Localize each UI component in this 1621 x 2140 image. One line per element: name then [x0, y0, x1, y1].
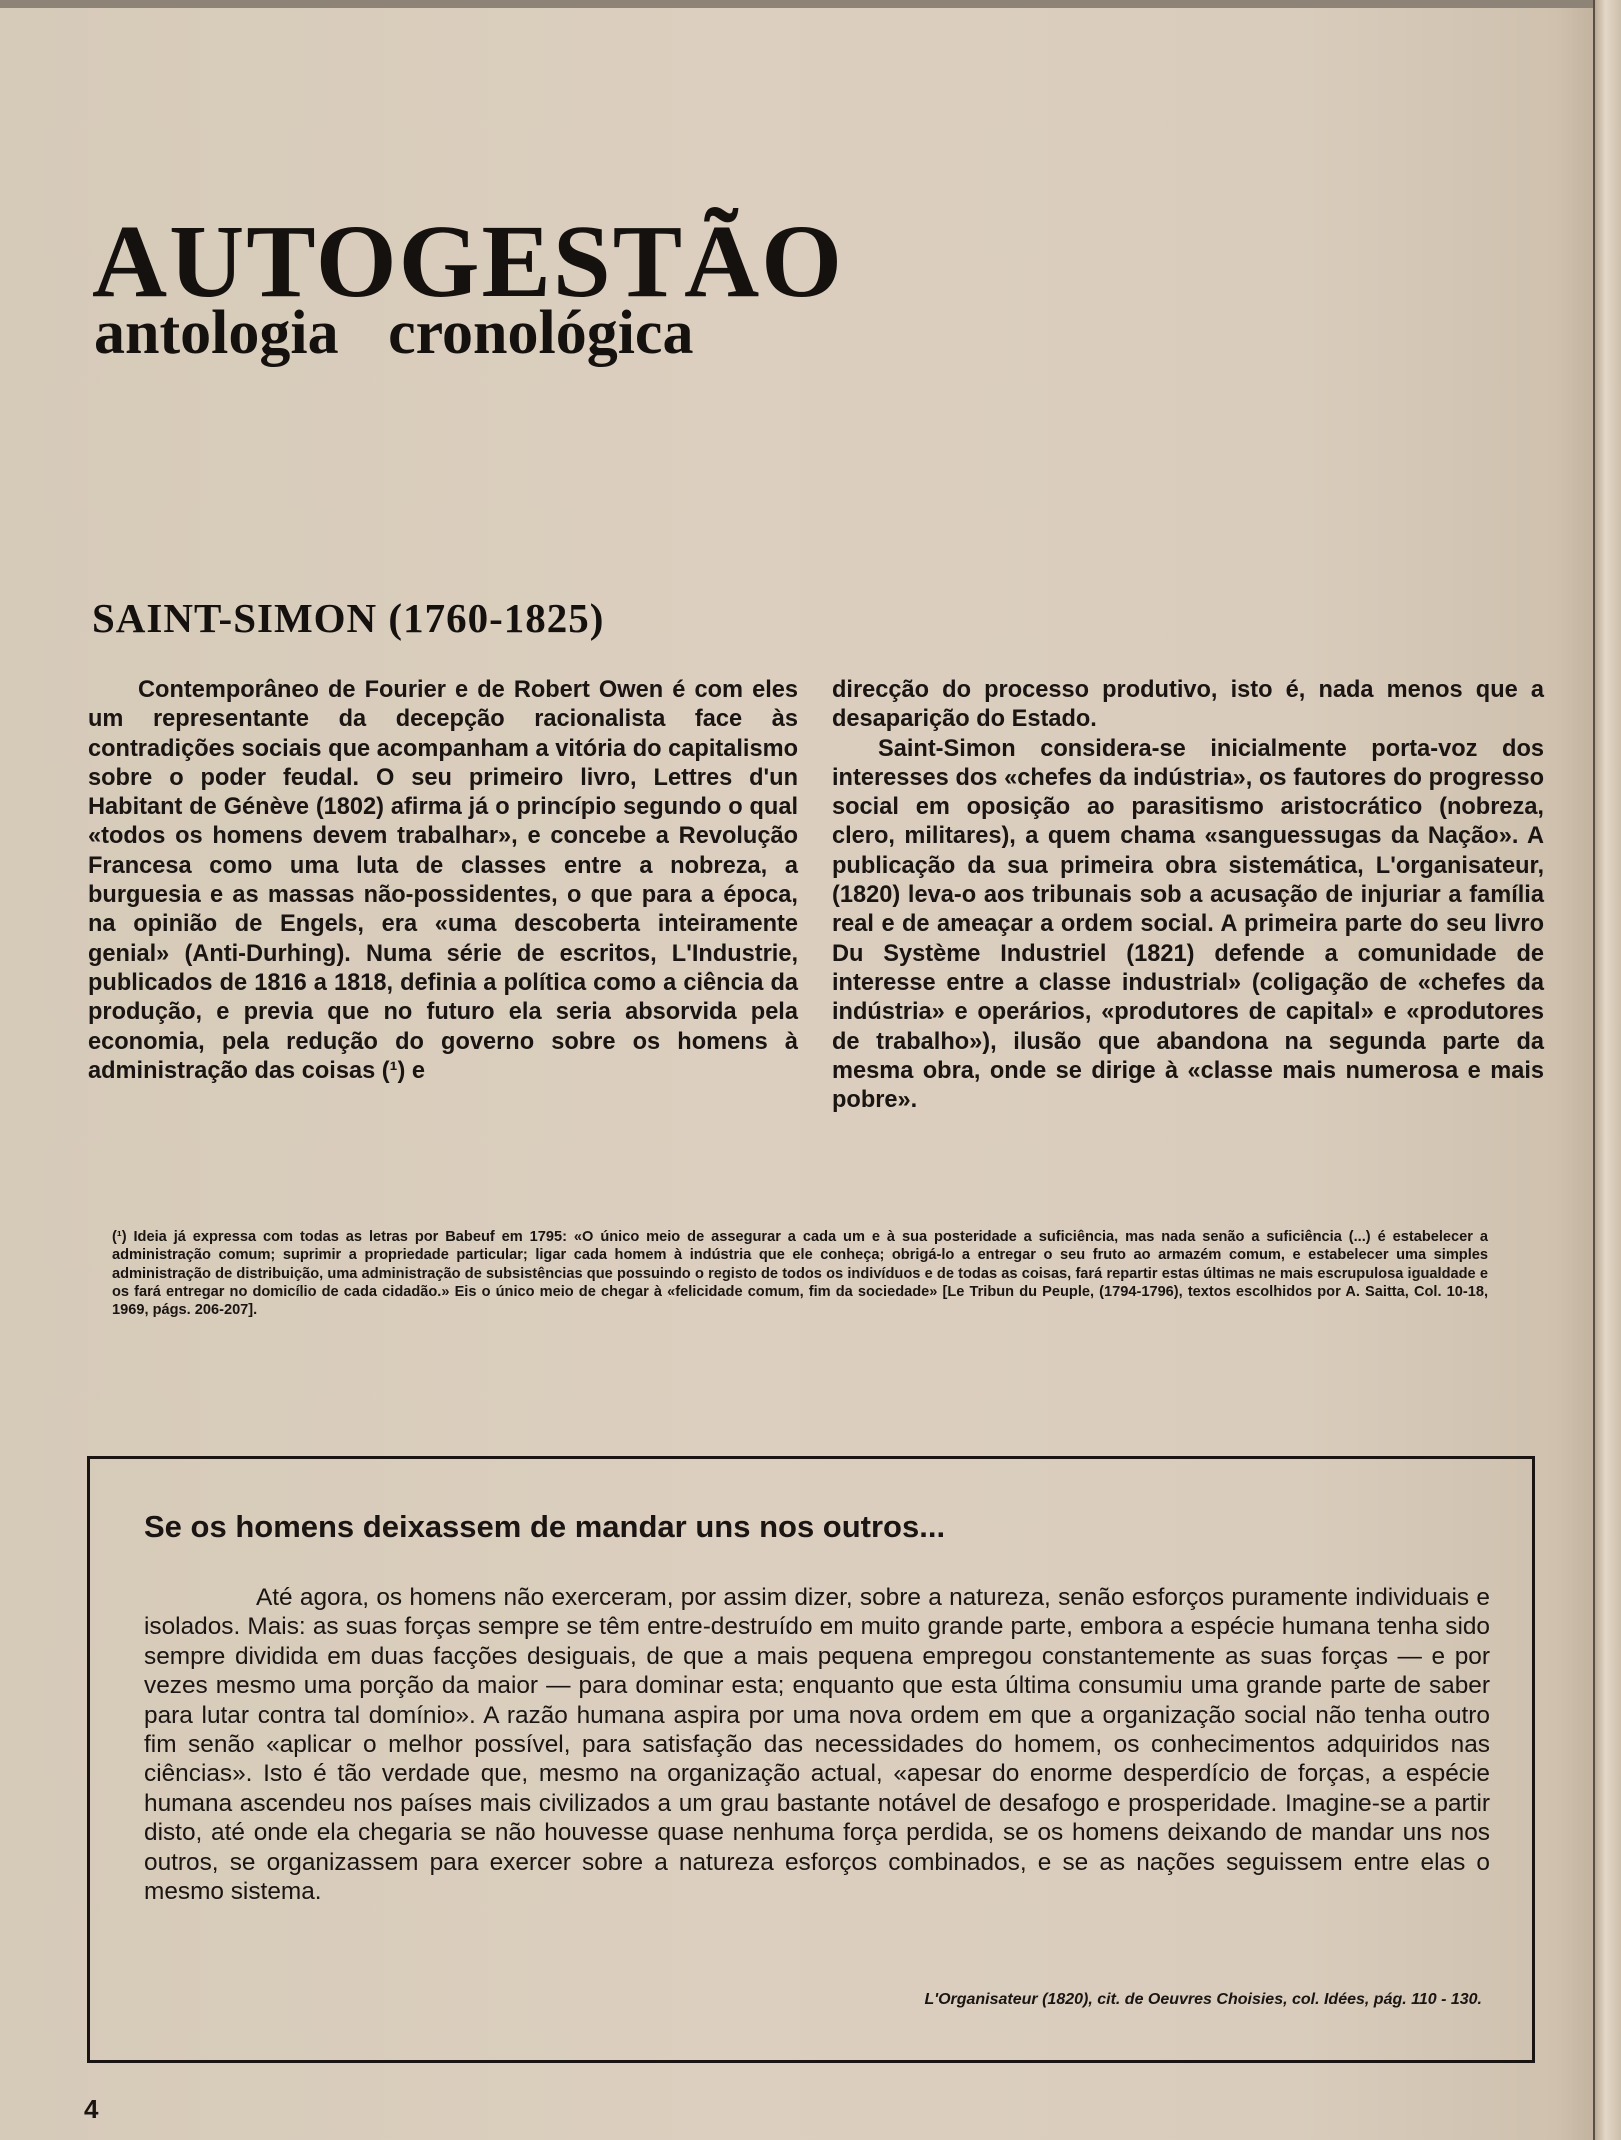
section-heading: SAINT-SIMON (1760-1825) — [92, 595, 605, 641]
page-number: 4 — [84, 2094, 99, 2124]
footnote: (¹) Ideia já expressa com todas as letras por Babeuf em 1795: «O único meio de assegurar a cada um e à sua posteridade a suficiência, mas nada senão a suficiência (...) é estabelecer a administração comum; suprimir a propriedade particular; ligar cada homem à indústria que ele conheça; obrigá-lo a entregar o seu fruto ao armazém comum, e estabelecer uma simples administração de distribuição, uma administração de subsistências que possuindo o registo de todos os indivíduos e de todas as coisas, fará repartir estas últimas ne mais escrupulosa igualdade e os fará entregar no domicílio de cada cidadão.» Eis o único meio de chegar à «felicidade comum, fim da sociedade» [Le Tribun du Peuple, (1794-1796), textos escolhidos por A. Saitta, Col. 10-18, 1969, págs. 206-207]. — [112, 1229, 1488, 1319]
quote-paragraph: Até agora, os homens não exerceram, por assim dizer, sobre a natureza, senão esforços puramente individuais e isolados. Mais: as suas forças sempre se têm entre-destruído em muito grande parte, embora a espécie humana tenha sido sempre dividida em duas facções desiguais, de que a mais pequena empregou constantemente as suas forças — e por vezes mesmo uma porção da maior — para dominar esta; enquanto que esta última consumiu uma grande parte de saber para lutar contra tal domínio». A razão humana aspira por uma nova ordem em que a organização social não tenha outro fim senão «aplicar o melhor possível, para satisfação das necessidades do homem, os conhecimentos adquiridos nas ciências». Isto é tão verdade que, mesmo na organização actual, «apesar do enorme desperdício de forças, a espécie humana ascendeu nos países mais civilizados a um grau bastante notável de desafogo e prosperidade. Imagine-se a partir disto, até onde ela chegaria se não houvesse quase nenhuma força perdida, se os homens deixando de mandar uns nos outros, se organizassem para exercer sobre a natureza esforços combinados, e se as nações seguissem entre elas o mesmo sistema. — [144, 1584, 1490, 1906]
page-top-edge — [0, 0, 1621, 8]
page-subtitle: antologia cronológica — [94, 299, 694, 367]
quote-box — [87, 1456, 1535, 2063]
page-title: AUTOGESTÃO — [92, 204, 845, 319]
article-column-right — [832, 676, 1544, 1115]
article-paragraph: direcção do processo produtivo, isto é, nada menos que a desaparição do Estado. — [832, 677, 1544, 733]
article-column-left — [88, 676, 798, 1086]
page-binding-edge — [1593, 0, 1621, 2140]
quote-body — [144, 1583, 1490, 1906]
quote-title: Se os homens deixassem de mandar uns nos outros... — [144, 1509, 946, 1544]
quote-source: L'Organisateur (1820), cit. de Oeuvres Choisies, col. Idées, pág. 110 - 130. — [924, 1991, 1482, 2008]
article-paragraph: Contemporâneo de Fourier e de Robert Owen é com eles um representante da decepção racionalista face às contradições sociais que acompanham a vitória do capitalismo sobre o poder feudal. O seu primeiro livro, Lettres d'un Habitant de Génève (1802) afirma já o princípio segundo o qual «todos os homens devem trabalhar», e concebe a Revolução Francesa como uma luta de classes entre a nobreza, a burguesia e as massas não-possidentes, o que para a época, na opinião de Engels, era «uma descoberta inteiramente genial» (Anti-Durhing). Numa série de escritos, L'Industrie, publicados de 1816 a 1818, definia a política como a ciência da produção, e previa que no futuro ela seria absorvida pela economia, pela redução do governo sobre os homens à administração das coisas (¹) e — [88, 677, 798, 1084]
article-paragraph: Saint-Simon considera-se inicialmente porta-voz dos interesses dos «chefes da indústria», os fautores do progresso social em oposição ao parasitismo aristocrático (nobreza, clero, militares), a quem chama «sanguessugas da Nação». A publicação da sua primeira obra sistemática, L'organisateur, (1820) leva-o aos tribunais sob a acusação de injuriar a família real e de ameaçar a ordem social. A primeira parte do seu livro Du Système Industriel (1821) defende a comunidade de interesse entre a classe industrial» (coligação de «chefes da indústria» e operários, «produtores de capital» e «produtores de trabalho»), ilusão que abandona na segunda parte da mesma obra, onde se dirige à «classe mais numerosa e mais pobre». — [832, 735, 1544, 1114]
